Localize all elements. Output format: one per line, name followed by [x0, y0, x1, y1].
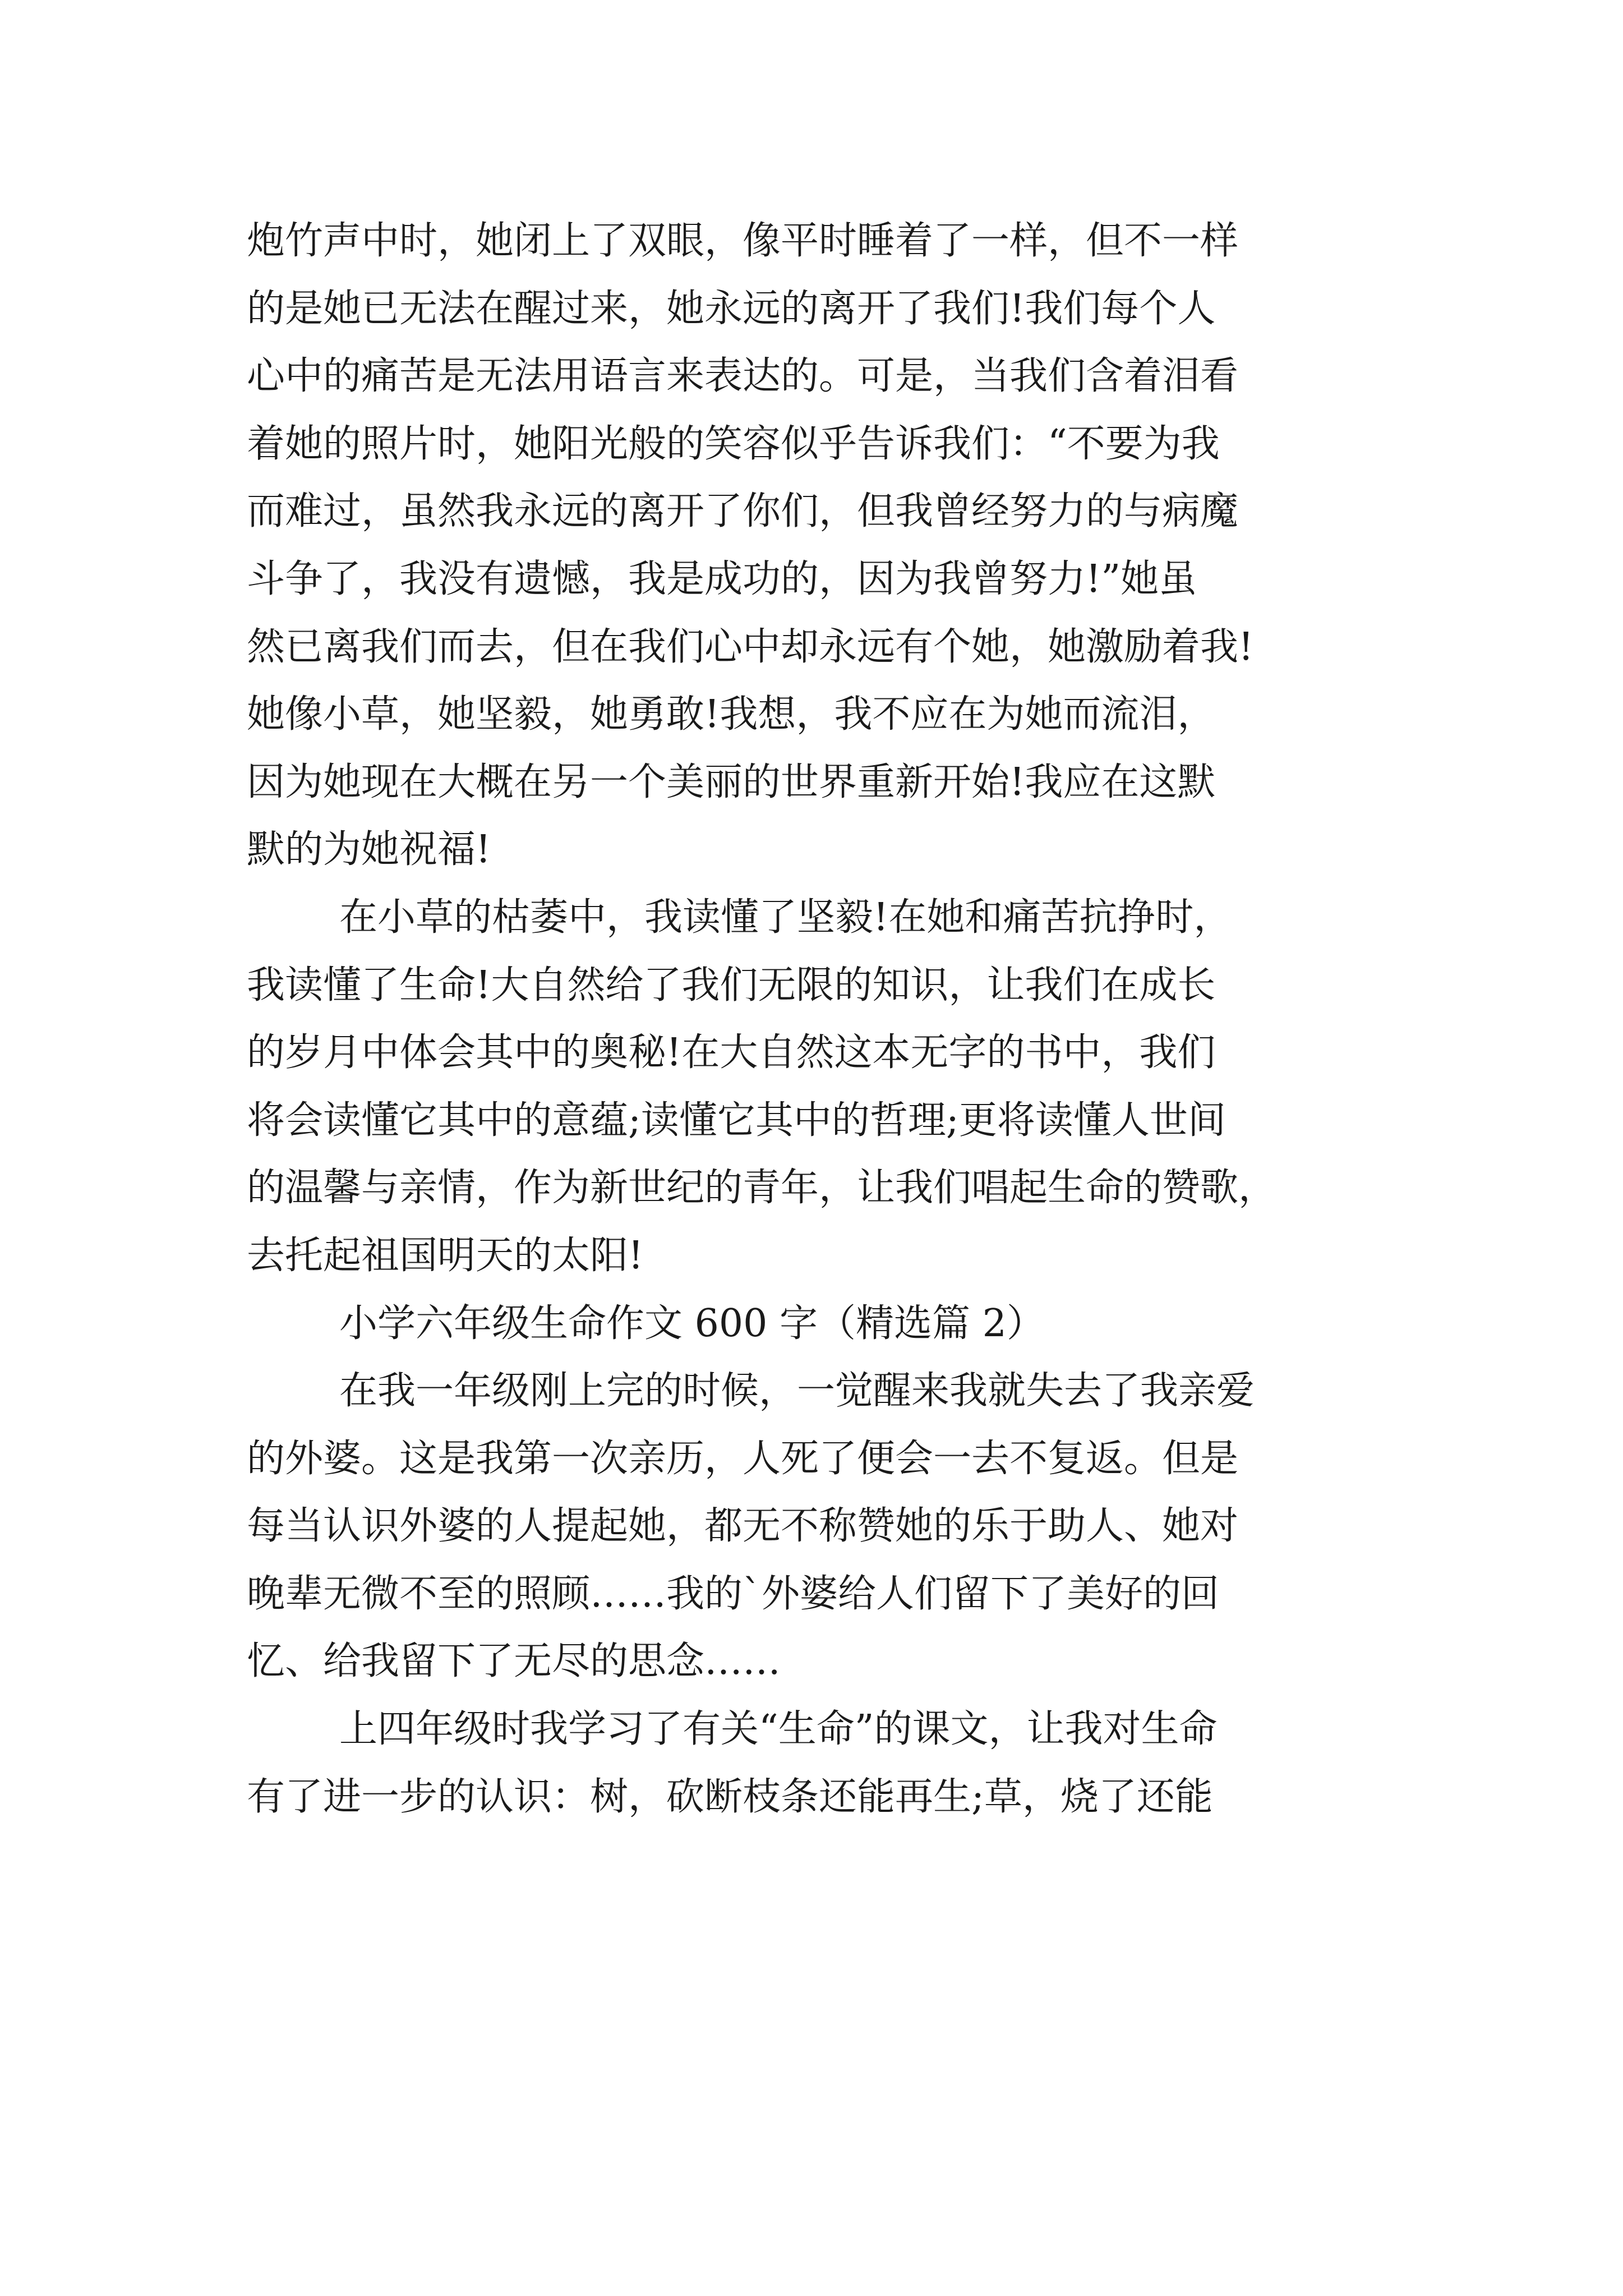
paragraph-first-line: 在小草的枯萎中，我读懂了坚毅!在她和痛苦抗挣时，: [339, 895, 1232, 940]
text-line: 斗争了，我没有遗憾，我是成功的，因为我曾努力!”她虽: [247, 556, 1197, 601]
text-line: 因为她现在大概在另一个美丽的世界重新开始!我应在这默: [247, 760, 1216, 804]
text-line: 而难过，虽然我永远的离开了你们，但我曾经努力的与病魔: [247, 489, 1239, 534]
text-line: 的温馨与亲情，作为新世纪的青年，让我们唱起生命的赞歌，: [247, 1166, 1277, 1211]
text-line: 然已离我们而去，但在我们心中却永远有个她，她激励着我!: [247, 624, 1254, 669]
text-line: 忆、给我留下了无尽的思念……: [247, 1639, 781, 1684]
text-line: 我读懂了生命!大自然给了我们无限的知识，让我们在成长: [247, 963, 1216, 1007]
text-line: 心中的痛苦是无法用语言来表达的。可是，当我们含着泪看: [247, 354, 1239, 399]
paragraph-first-line: 上四年级时我学习了有关“生命”的课文，让我对生命: [339, 1707, 1218, 1752]
text-line: 的外婆。这是我第一次亲历，人死了便会一去不复返。但是: [247, 1436, 1239, 1481]
text-line: 去托起祖国明天的太阳!: [247, 1233, 644, 1278]
text-line: 每当认识外婆的人提起她，都无不称赞她的乐于助人、她对: [247, 1504, 1239, 1549]
text-line: 她像小草，她坚毅，她勇敢!我想，我不应在为她而流泪，: [247, 692, 1216, 737]
essay-text: [247, 208, 1385, 1831]
text-line: 炮竹声中时，她闭上了双眼，像平时睡着了一样，但不一样: [247, 219, 1239, 263]
paragraph-first-line: 在我一年级刚上完的时候，一觉醒来我就失去了我亲爱: [339, 1369, 1255, 1414]
text-line: 着她的照片时，她阳光般的笑容似乎告诉我们：“不要为我: [247, 421, 1220, 466]
text-line: 的是她已无法在醒过来，她永远的离开了我们!我们每个人: [247, 286, 1216, 331]
section-heading: 小学六年级生命作文 600 字（精选篇 2）: [339, 1301, 1045, 1346]
text-line: 的岁月中体会其中的奥秘!在大自然这本无字的书中，我们: [247, 1030, 1216, 1075]
text-line: 将会读懂它其中的意蕴;读懂它其中的哲理;更将读懂人世间: [247, 1098, 1226, 1143]
text-line: 晚辈无微不至的照顾……我的`外婆给人们留下了美好的回: [247, 1571, 1220, 1616]
text-line: 默的为她祝福!: [247, 827, 491, 872]
text-line: 有了进一步的认识：树，砍断枝条还能再生;草，烧了还能: [247, 1774, 1213, 1819]
